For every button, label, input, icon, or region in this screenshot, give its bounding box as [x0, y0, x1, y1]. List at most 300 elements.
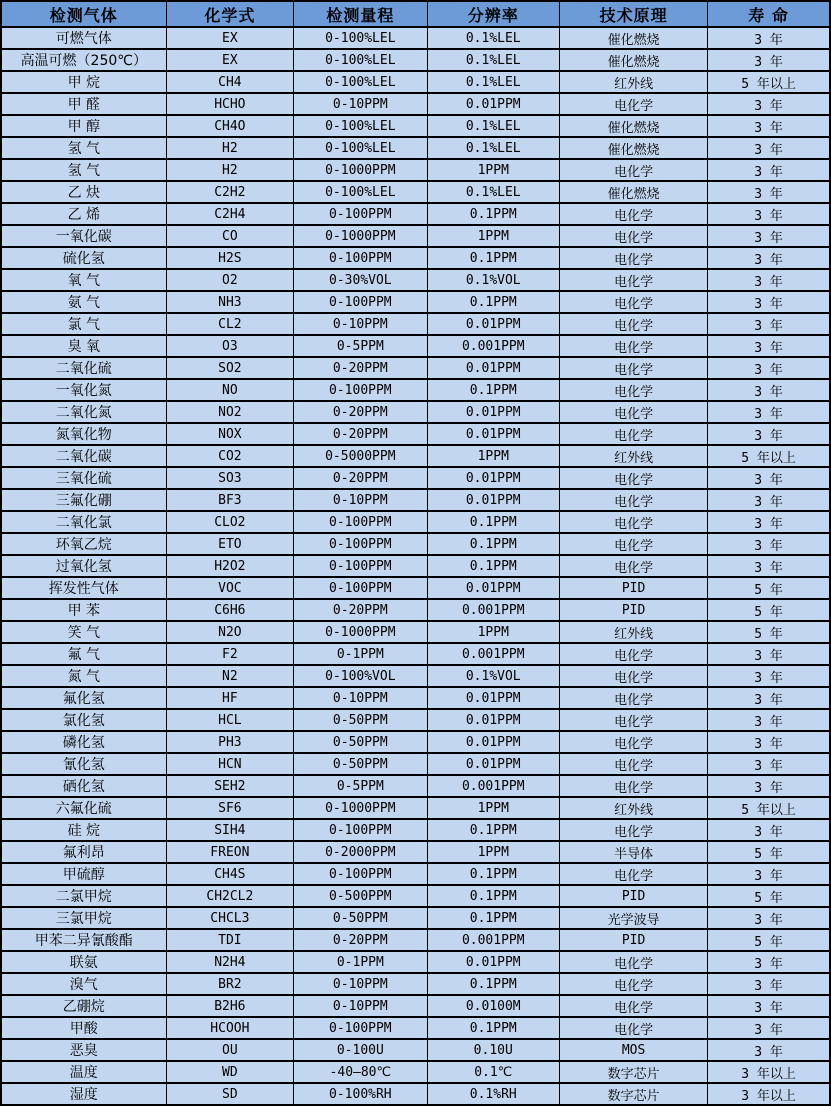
- lifespan-cell: 3 年: [708, 379, 830, 401]
- resolution-cell: 0.1%LEL: [427, 115, 560, 137]
- column-header-range: 检测量程: [294, 1, 427, 27]
- gas-cell: 甲 苯: [1, 599, 166, 621]
- range-cell: 0-100%LEL: [294, 27, 427, 49]
- resolution-cell: 0.1%LEL: [427, 181, 560, 203]
- lifespan-cell: 3 年: [708, 753, 830, 775]
- gas-cell: 磷化氢: [1, 731, 166, 753]
- lifespan-cell: 3 年: [708, 137, 830, 159]
- lifespan-cell: 3 年: [708, 511, 830, 533]
- gas-cell: 氧 气: [1, 269, 166, 291]
- principle-cell: 电化学: [560, 379, 708, 401]
- formula-cell: CH2CL2: [166, 885, 294, 907]
- formula-cell: HCN: [166, 753, 294, 775]
- gas-cell: 氮 气: [1, 665, 166, 687]
- gas-cell: 甲 烷: [1, 71, 166, 93]
- range-cell: 0-50PPM: [294, 907, 427, 929]
- formula-cell: CH4: [166, 71, 294, 93]
- resolution-cell: 0.01PPM: [427, 313, 560, 335]
- table-row: [1, 1017, 830, 1039]
- formula-cell: C2H4: [166, 203, 294, 225]
- formula-cell: EX: [166, 49, 294, 71]
- lifespan-cell: 3 年: [708, 335, 830, 357]
- resolution-cell: 0.10U: [427, 1039, 560, 1061]
- formula-cell: WD: [166, 1061, 294, 1083]
- resolution-cell: 0.1PPM: [427, 1017, 560, 1039]
- resolution-cell: 0.1%RH: [427, 1083, 560, 1105]
- column-header-principle: 技术原理: [560, 1, 708, 27]
- table-row: [1, 247, 830, 269]
- column-header-gas: 检测气体: [1, 1, 166, 27]
- range-cell: 0-1000PPM: [294, 797, 427, 819]
- gas-cell: 三氧化硫: [1, 467, 166, 489]
- gas-cell: 氯 气: [1, 313, 166, 335]
- lifespan-cell: 5 年: [708, 621, 830, 643]
- table-row: [1, 863, 830, 885]
- table-row: [1, 709, 830, 731]
- column-header-lifespan: 寿 命: [708, 1, 830, 27]
- lifespan-cell: 3 年: [708, 533, 830, 555]
- formula-cell: H2: [166, 159, 294, 181]
- resolution-cell: 0.1%VOL: [427, 269, 560, 291]
- lifespan-cell: 3 年: [708, 709, 830, 731]
- range-cell: 0-100%LEL: [294, 181, 427, 203]
- gas-cell: 过氧化氢: [1, 555, 166, 577]
- table-header: [1, 1, 830, 27]
- resolution-cell: 0.1℃: [427, 1061, 560, 1083]
- table-row: [1, 753, 830, 775]
- range-cell: 0-100U: [294, 1039, 427, 1061]
- range-cell: 0-5PPM: [294, 335, 427, 357]
- lifespan-cell: 3 年: [708, 489, 830, 511]
- table-row: [1, 511, 830, 533]
- range-cell: 0-1PPM: [294, 951, 427, 973]
- table-row: [1, 115, 830, 137]
- principle-cell: 催化燃烧: [560, 27, 708, 49]
- gas-cell: 氟利昂: [1, 841, 166, 863]
- lifespan-cell: 3 年: [708, 467, 830, 489]
- column-header-formula: 化学式: [166, 1, 294, 27]
- lifespan-cell: 3 年: [708, 973, 830, 995]
- lifespan-cell: 3 年: [708, 225, 830, 247]
- principle-cell: 电化学: [560, 225, 708, 247]
- lifespan-cell: 5 年以上: [708, 71, 830, 93]
- formula-cell: CL2: [166, 313, 294, 335]
- range-cell: 0-1PPM: [294, 643, 427, 665]
- lifespan-cell: 3 年: [708, 159, 830, 181]
- range-cell: 0-10PPM: [294, 995, 427, 1017]
- formula-cell: FREON: [166, 841, 294, 863]
- gas-cell: 一氧化氮: [1, 379, 166, 401]
- gas-cell: 三氯甲烷: [1, 907, 166, 929]
- principle-cell: 电化学: [560, 731, 708, 753]
- formula-cell: PH3: [166, 731, 294, 753]
- formula-cell: NO: [166, 379, 294, 401]
- gas-cell: 笑 气: [1, 621, 166, 643]
- range-cell: 0-100PPM: [294, 819, 427, 841]
- range-cell: 0-30%VOL: [294, 269, 427, 291]
- gas-cell: 温度: [1, 1061, 166, 1083]
- principle-cell: 电化学: [560, 687, 708, 709]
- principle-cell: 红外线: [560, 621, 708, 643]
- principle-cell: 电化学: [560, 665, 708, 687]
- resolution-cell: 0.001PPM: [427, 775, 560, 797]
- gas-cell: 二氧化硫: [1, 357, 166, 379]
- principle-cell: 电化学: [560, 951, 708, 973]
- gas-cell: 氢 气: [1, 137, 166, 159]
- lifespan-cell: 3 年: [708, 643, 830, 665]
- table-row: [1, 335, 830, 357]
- resolution-cell: 0.1%LEL: [427, 137, 560, 159]
- table-row: [1, 555, 830, 577]
- gas-cell: 乙 炔: [1, 181, 166, 203]
- formula-cell: OU: [166, 1039, 294, 1061]
- lifespan-cell: 3 年: [708, 291, 830, 313]
- formula-cell: SIH4: [166, 819, 294, 841]
- range-cell: 0-2000PPM: [294, 841, 427, 863]
- lifespan-cell: 3 年: [708, 907, 830, 929]
- range-cell: 0-20PPM: [294, 929, 427, 951]
- table-row: [1, 687, 830, 709]
- resolution-cell: 0.01PPM: [427, 467, 560, 489]
- lifespan-cell: 3 年: [708, 423, 830, 445]
- principle-cell: 电化学: [560, 1017, 708, 1039]
- table-row: [1, 533, 830, 555]
- range-cell: 0-100PPM: [294, 533, 427, 555]
- principle-cell: 电化学: [560, 511, 708, 533]
- table-row: [1, 885, 830, 907]
- formula-cell: H2: [166, 137, 294, 159]
- gas-cell: 甲酸: [1, 1017, 166, 1039]
- resolution-cell: 0.1PPM: [427, 291, 560, 313]
- range-cell: 0-20PPM: [294, 401, 427, 423]
- gas-cell: 溴气: [1, 973, 166, 995]
- lifespan-cell: 3 年: [708, 203, 830, 225]
- principle-cell: 红外线: [560, 797, 708, 819]
- range-cell: 0-50PPM: [294, 731, 427, 753]
- range-cell: 0-1000PPM: [294, 225, 427, 247]
- resolution-cell: 0.01PPM: [427, 951, 560, 973]
- table-row: [1, 423, 830, 445]
- principle-cell: 电化学: [560, 863, 708, 885]
- resolution-cell: 0.01PPM: [427, 93, 560, 115]
- formula-cell: SD: [166, 1083, 294, 1105]
- lifespan-cell: 3 年: [708, 49, 830, 71]
- principle-cell: PID: [560, 577, 708, 599]
- table-row: [1, 93, 830, 115]
- lifespan-cell: 5 年: [708, 841, 830, 863]
- formula-cell: VOC: [166, 577, 294, 599]
- resolution-cell: 0.01PPM: [427, 357, 560, 379]
- range-cell: 0-100%LEL: [294, 71, 427, 93]
- table-row: [1, 445, 830, 467]
- range-cell: 0-100%LEL: [294, 115, 427, 137]
- resolution-cell: 0.01PPM: [427, 401, 560, 423]
- resolution-cell: 1PPM: [427, 841, 560, 863]
- lifespan-cell: 3 年: [708, 1039, 830, 1061]
- range-cell: 0-20PPM: [294, 467, 427, 489]
- principle-cell: 电化学: [560, 973, 708, 995]
- table-row: [1, 929, 830, 951]
- gas-cell: 氰化氢: [1, 753, 166, 775]
- range-cell: 0-5PPM: [294, 775, 427, 797]
- gas-cell: 甲 醛: [1, 93, 166, 115]
- principle-cell: 电化学: [560, 269, 708, 291]
- lifespan-cell: 3 年: [708, 181, 830, 203]
- table-row: [1, 137, 830, 159]
- gas-cell: 恶臭: [1, 1039, 166, 1061]
- principle-cell: 电化学: [560, 335, 708, 357]
- principle-cell: 电化学: [560, 555, 708, 577]
- lifespan-cell: 3 年: [708, 687, 830, 709]
- principle-cell: PID: [560, 599, 708, 621]
- table-row: [1, 951, 830, 973]
- formula-cell: EX: [166, 27, 294, 49]
- formula-cell: HCL: [166, 709, 294, 731]
- formula-cell: HCHO: [166, 93, 294, 115]
- gas-cell: 硒化氢: [1, 775, 166, 797]
- formula-cell: N2O: [166, 621, 294, 643]
- lifespan-cell: 3 年: [708, 313, 830, 335]
- resolution-cell: 0.1PPM: [427, 511, 560, 533]
- gas-cell: 乙 烯: [1, 203, 166, 225]
- header-row: [1, 1, 830, 27]
- principle-cell: 电化学: [560, 247, 708, 269]
- lifespan-cell: 3 年: [708, 555, 830, 577]
- gas-cell: 乙硼烷: [1, 995, 166, 1017]
- range-cell: 0-100PPM: [294, 203, 427, 225]
- gas-cell: 二氯甲烷: [1, 885, 166, 907]
- lifespan-cell: 3 年: [708, 863, 830, 885]
- range-cell: -40—80℃: [294, 1061, 427, 1083]
- range-cell: 0-100%LEL: [294, 137, 427, 159]
- resolution-cell: 0.1PPM: [427, 885, 560, 907]
- principle-cell: 催化燃烧: [560, 181, 708, 203]
- principle-cell: 电化学: [560, 159, 708, 181]
- range-cell: 0-1000PPM: [294, 159, 427, 181]
- lifespan-cell: 3 年: [708, 27, 830, 49]
- resolution-cell: 0.1%LEL: [427, 71, 560, 93]
- table-row: [1, 159, 830, 181]
- column-header-resolution: 分辨率: [427, 1, 560, 27]
- table-row: [1, 797, 830, 819]
- table-row: [1, 995, 830, 1017]
- table-row: [1, 203, 830, 225]
- principle-cell: 电化学: [560, 203, 708, 225]
- formula-cell: SO2: [166, 357, 294, 379]
- table-row: [1, 643, 830, 665]
- table-row: [1, 49, 830, 71]
- formula-cell: NO2: [166, 401, 294, 423]
- range-cell: 0-100PPM: [294, 511, 427, 533]
- formula-cell: B2H6: [166, 995, 294, 1017]
- range-cell: 0-10PPM: [294, 687, 427, 709]
- range-cell: 0-100PPM: [294, 577, 427, 599]
- table-row: [1, 775, 830, 797]
- formula-cell: ETO: [166, 533, 294, 555]
- table-row: [1, 907, 830, 929]
- range-cell: 0-100PPM: [294, 247, 427, 269]
- gas-cell: 硫化氢: [1, 247, 166, 269]
- formula-cell: CH4O: [166, 115, 294, 137]
- resolution-cell: 1PPM: [427, 445, 560, 467]
- table-row: [1, 181, 830, 203]
- resolution-cell: 0.001PPM: [427, 643, 560, 665]
- formula-cell: SEH2: [166, 775, 294, 797]
- range-cell: 0-50PPM: [294, 753, 427, 775]
- range-cell: 0-10PPM: [294, 973, 427, 995]
- gas-cell: 甲硫醇: [1, 863, 166, 885]
- table-row: [1, 357, 830, 379]
- lifespan-cell: 5 年以上: [708, 797, 830, 819]
- range-cell: 0-100PPM: [294, 863, 427, 885]
- formula-cell: F2: [166, 643, 294, 665]
- gas-cell: 氟化氢: [1, 687, 166, 709]
- resolution-cell: 0.01PPM: [427, 731, 560, 753]
- table-row: [1, 731, 830, 753]
- gas-cell: 湿度: [1, 1083, 166, 1105]
- resolution-cell: 0.01PPM: [427, 577, 560, 599]
- lifespan-cell: 5 年以上: [708, 445, 830, 467]
- range-cell: 0-100%LEL: [294, 49, 427, 71]
- resolution-cell: 0.1PPM: [427, 379, 560, 401]
- range-cell: 0-100%VOL: [294, 665, 427, 687]
- formula-cell: N2H4: [166, 951, 294, 973]
- table-row: [1, 841, 830, 863]
- table-row: [1, 379, 830, 401]
- lifespan-cell: 3 年: [708, 401, 830, 423]
- gas-cell: 氢 气: [1, 159, 166, 181]
- table-row: [1, 71, 830, 93]
- gas-cell: 高温可燃（250℃）: [1, 49, 166, 71]
- lifespan-cell: 3 年以上: [708, 1061, 830, 1083]
- range-cell: 0-10PPM: [294, 489, 427, 511]
- resolution-cell: 1PPM: [427, 797, 560, 819]
- principle-cell: 电化学: [560, 357, 708, 379]
- resolution-cell: 1PPM: [427, 225, 560, 247]
- principle-cell: 光学波导: [560, 907, 708, 929]
- principle-cell: 电化学: [560, 533, 708, 555]
- formula-cell: N2: [166, 665, 294, 687]
- principle-cell: 电化学: [560, 643, 708, 665]
- formula-cell: CH4S: [166, 863, 294, 885]
- range-cell: 0-100PPM: [294, 379, 427, 401]
- table-row: [1, 599, 830, 621]
- resolution-cell: 0.1%LEL: [427, 49, 560, 71]
- range-cell: 0-10PPM: [294, 93, 427, 115]
- lifespan-cell: 3 年以上: [708, 1083, 830, 1105]
- principle-cell: 电化学: [560, 995, 708, 1017]
- principle-cell: 电化学: [560, 423, 708, 445]
- resolution-cell: 0.1PPM: [427, 203, 560, 225]
- gas-cell: 二氧化氯: [1, 511, 166, 533]
- gas-cell: 三氟化硼: [1, 489, 166, 511]
- resolution-cell: 0.01PPM: [427, 753, 560, 775]
- gas-cell: 甲 醇: [1, 115, 166, 137]
- formula-cell: SO3: [166, 467, 294, 489]
- range-cell: 0-50PPM: [294, 709, 427, 731]
- formula-cell: HF: [166, 687, 294, 709]
- principle-cell: 电化学: [560, 93, 708, 115]
- table-row: [1, 577, 830, 599]
- lifespan-cell: 5 年: [708, 577, 830, 599]
- range-cell: 0-1000PPM: [294, 621, 427, 643]
- lifespan-cell: 3 年: [708, 731, 830, 753]
- lifespan-cell: 3 年: [708, 775, 830, 797]
- resolution-cell: 0.1%LEL: [427, 27, 560, 49]
- gas-cell: 一氧化碳: [1, 225, 166, 247]
- principle-cell: MOS: [560, 1039, 708, 1061]
- gas-cell: 二氧化碳: [1, 445, 166, 467]
- gas-cell: 六氟化硫: [1, 797, 166, 819]
- table-row: [1, 1083, 830, 1105]
- table-row: [1, 291, 830, 313]
- lifespan-cell: 3 年: [708, 665, 830, 687]
- principle-cell: 电化学: [560, 489, 708, 511]
- table-row: [1, 401, 830, 423]
- formula-cell: NOX: [166, 423, 294, 445]
- lifespan-cell: 3 年: [708, 93, 830, 115]
- lifespan-cell: 3 年: [708, 357, 830, 379]
- resolution-cell: 0.01PPM: [427, 423, 560, 445]
- gas-cell: 甲苯二异氰酸酯: [1, 929, 166, 951]
- table-row: [1, 819, 830, 841]
- gas-cell: 挥发性气体: [1, 577, 166, 599]
- resolution-cell: 0.001PPM: [427, 599, 560, 621]
- lifespan-cell: 3 年: [708, 269, 830, 291]
- table-row: [1, 1039, 830, 1061]
- resolution-cell: 0.001PPM: [427, 335, 560, 357]
- lifespan-cell: 5 年: [708, 885, 830, 907]
- lifespan-cell: 3 年: [708, 995, 830, 1017]
- gas-cell: 氨 气: [1, 291, 166, 313]
- formula-cell: HCOOH: [166, 1017, 294, 1039]
- principle-cell: 催化燃烧: [560, 137, 708, 159]
- principle-cell: 半导体: [560, 841, 708, 863]
- range-cell: 0-5000PPM: [294, 445, 427, 467]
- formula-cell: BR2: [166, 973, 294, 995]
- gas-cell: 臭 氧: [1, 335, 166, 357]
- principle-cell: 数字芯片: [560, 1061, 708, 1083]
- principle-cell: 数字芯片: [560, 1083, 708, 1105]
- lifespan-cell: 3 年: [708, 1017, 830, 1039]
- principle-cell: 催化燃烧: [560, 49, 708, 71]
- principle-cell: 电化学: [560, 291, 708, 313]
- lifespan-cell: 3 年: [708, 951, 830, 973]
- lifespan-cell: 5 年: [708, 599, 830, 621]
- formula-cell: SF6: [166, 797, 294, 819]
- principle-cell: 电化学: [560, 313, 708, 335]
- lifespan-cell: 3 年: [708, 115, 830, 137]
- formula-cell: O2: [166, 269, 294, 291]
- principle-cell: 电化学: [560, 775, 708, 797]
- resolution-cell: 0.1PPM: [427, 907, 560, 929]
- principle-cell: PID: [560, 885, 708, 907]
- range-cell: 0-100%RH: [294, 1083, 427, 1105]
- formula-cell: H2S: [166, 247, 294, 269]
- gas-cell: 环氧乙烷: [1, 533, 166, 555]
- resolution-cell: 0.01PPM: [427, 687, 560, 709]
- principle-cell: 电化学: [560, 819, 708, 841]
- resolution-cell: 1PPM: [427, 621, 560, 643]
- principle-cell: 电化学: [560, 467, 708, 489]
- table-body: [1, 27, 830, 1105]
- principle-cell: 红外线: [560, 445, 708, 467]
- table-row: [1, 489, 830, 511]
- gas-cell: 氮氧化物: [1, 423, 166, 445]
- formula-cell: CLO2: [166, 511, 294, 533]
- range-cell: 0-20PPM: [294, 599, 427, 621]
- resolution-cell: 0.1PPM: [427, 555, 560, 577]
